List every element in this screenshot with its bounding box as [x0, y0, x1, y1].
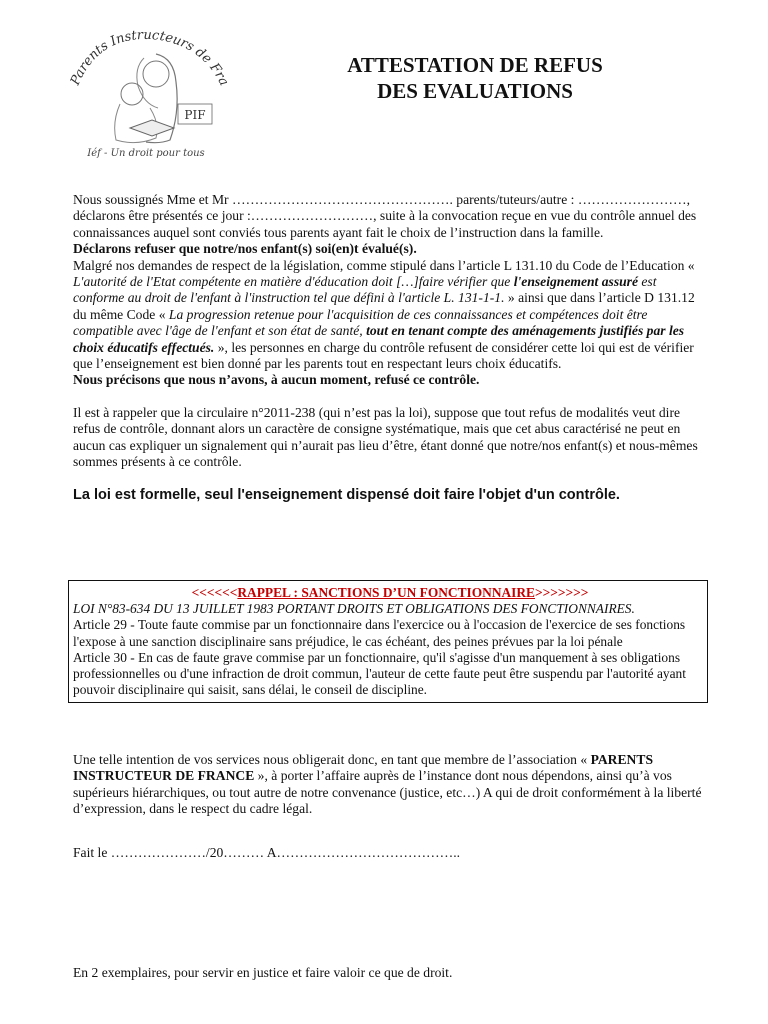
logo-drawing — [60, 24, 232, 172]
title-line-1: ATTESTATION DE REFUS — [347, 53, 603, 77]
intro-paragraph: Nous soussignés Mme et Mr …………………………………………. parents/tuteurs/autre : ……………………, déclarons être présentés ce jour :………………………, suite à la convocation reçue en vue du contrôle annuel des connaissances auquel sont conviés tous parents ayant fait le choix de l’instruction dans la famille. — [73, 192, 697, 240]
law-reference: LOI N°83-634 DU 13 JUILLET 1983 PORTANT DROITS ET OBLIGATIONS DES FONCTIONNAIRES. — [73, 601, 635, 617]
association-text-1: Une telle intention de vos services nous obligerait donc, en tant que membre de l’association « — [73, 752, 591, 767]
association-text-2: », à porter l’affaire auprès de l’instance dont nous dépendons, ainsi qu’à vos supérieurs hiérarchiques, ou tout autre de notre convenance (justice, etc…) A qui de droit conformément à la liberté d’expression, dans le respect du cadre légal. — [73, 768, 702, 817]
reminder-heading-text: RAPPEL : SANCTIONS D’UN FONCTIONNAIRE — [237, 585, 535, 600]
reminder-heading-post: >>>>>>> — [534, 585, 589, 600]
legislation-quote-2: est conforme au droit de l'enfant à l'instruction tel que défini à l'article L. 131-1-1. — [73, 274, 657, 306]
logo-tagline: Iéf - Un droit pour tous — [87, 148, 205, 159]
reminder-heading — [73, 585, 707, 601]
legislation-paragraph — [73, 258, 705, 373]
legislation-quote-1: L'autorité de l'Etat compétente en matière d'éducation doit […]faire vérifier que — [73, 274, 514, 290]
logo-arc-text: Parents Instructeurs de Fra — [67, 27, 232, 89]
document-title — [300, 52, 650, 104]
sanctions-reminder-box — [68, 580, 708, 703]
legislation-text-3: », les personnes en charge du contrôle refusent de considérer cette loi qui est de vérifier que l’enseignement est bien donné par les parents tout en respectant leurs choix éducatifs. — [73, 339, 694, 372]
law-statement: La loi est formelle, seul l'enseignement dispensé doit faire l'objet d'un contrôle. — [73, 486, 620, 503]
association-paragraph — [73, 752, 705, 818]
circular-paragraph: Il est à rappeler que la circulaire n°2011-238 (qui n’est pas la loi), suppose que tout refus de modalités veut dire refus de contrôle, donnant alors un caractère de consigne systématique, mais que cet abus caractérisé ne peut en aucun cas expliquer un signalement qui n’aurait pas lieu d’être, étant donné que notre/nos enfant(s) et nous-mêmes sommes présents à ce contrôle. — [73, 404, 698, 470]
legislation-quote-bold: l'enseignement assuré — [513, 274, 638, 290]
refusal-statement: Déclarons refuser que notre/nos enfant(s) soi(en)t évalué(s). — [73, 241, 417, 257]
legislation-text-1: Malgré nos demandes de respect de la législation, comme stipulé dans l’article L 131.10 du Code de l’Education « — [73, 257, 695, 273]
article-30: Article 30 - En cas de faute grave commise par un fonctionnaire, qu'il s'agisse d'un manquement à ses obligations professionnelles ou d'une infraction de droit commun, l'auteur de cette faute peut être suspendu par l'autorité ayant pouvoir disciplinaire qui saisit, sans délai, le conseil de discipline. — [73, 649, 686, 698]
title-line-2: DES EVALUATIONS — [377, 79, 573, 103]
precision-statement: Nous précisons que nous n’avons, à aucun moment, refusé ce contrôle. — [73, 372, 480, 388]
document-body — [73, 192, 705, 503]
article-29: Article 29 - Toute faute commise par un fonctionnaire dans l'exercice ou à l'occasion de l'exercice de ses fonctions l'expose à une sanction disciplinaire sans préjudice, le cas échéant, des peines prévues par la loi pénale — [73, 617, 686, 649]
signature-date-line: Fait le …………………/20……… A………………………………….. — [73, 845, 461, 860]
association-name: PARENTS INSTRUCTEUR DE FRANCE — [73, 752, 654, 784]
legislation-text-2: » ainsi que dans l’article D 131.12 du même Code « — [73, 290, 695, 322]
association-logo — [60, 24, 232, 172]
reminder-heading-pre: <<<<<< — [191, 585, 238, 600]
legislation-quote-3: La progression retenue pour l'acquisition de ces connaissances et compétences doit être compatible avec l'âge de l'enfant et son état de santé, — [73, 306, 648, 339]
footer-note: En 2 exemplaires, pour servir en justice et faire valoir ce que de droit. — [73, 965, 453, 980]
logo-badge: PIF — [184, 108, 206, 122]
legislation-quote-4: tout en tenant compte des aménagements justifiés par les choix éducatifs effectués. — [73, 323, 685, 355]
